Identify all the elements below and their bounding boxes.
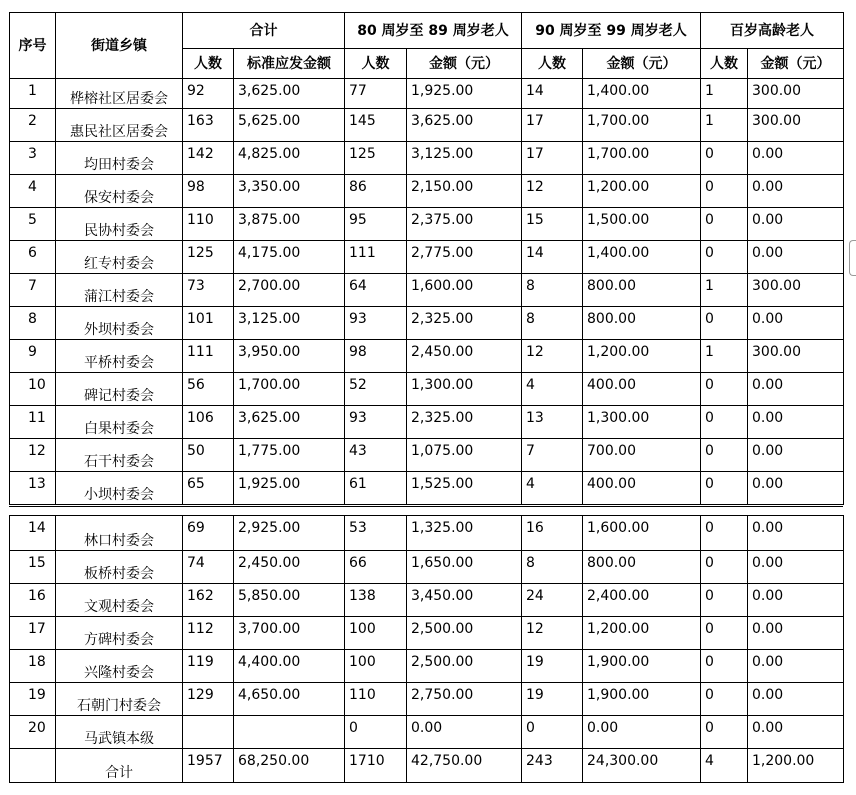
cell-ta: 4,400.00 [234,650,345,683]
cell-p90: 12 [522,617,583,650]
cell-p90: 16 [522,516,583,551]
cell-tp: 129 [183,683,234,716]
cell-p80: 145 [345,109,407,142]
cell-p100: 0 [701,175,748,208]
cell-a90: 1,400.00 [583,79,701,109]
cell-a80: 3,450.00 [407,584,522,617]
cell-seq: 16 [10,584,56,617]
cell-a100: 0.00 [748,175,844,208]
cell-seq: 5 [10,208,56,241]
cell-ta: 3,350.00 [234,175,345,208]
cell-a90: 1,900.00 [583,650,701,683]
table-row [10,617,844,650]
cell-p90: 12 [522,340,583,373]
cell-p90: 24 [522,584,583,617]
table-row [10,274,844,307]
cell-ta: 3,700.00 [234,617,345,650]
cell-p90: 13 [522,406,583,439]
cell-p80: 52 [345,373,407,406]
table-row [10,516,844,551]
cell-p80: 86 [345,175,407,208]
cell-p80: 93 [345,307,407,340]
cell-p90: 4 [522,472,583,505]
cell-seq: 6 [10,241,56,274]
cell-name: 文观村委会 [56,584,183,617]
cell-a90: 1,900.00 [583,683,701,716]
cell-ta: 1,775.00 [234,439,345,472]
cell-p100: 0 [701,142,748,175]
cell-p100: 0 [701,472,748,505]
cell-seq: 12 [10,439,56,472]
cell-a80: 1,075.00 [407,439,522,472]
cell-ta: 3,950.00 [234,340,345,373]
cell-tp [183,716,234,749]
cell-p90: 4 [522,373,583,406]
cell-name: 蒲江村委会 [56,274,183,307]
cell-p80: 100 [345,650,407,683]
header-100-amount: 金额（元） [748,49,844,79]
header-total-people: 人数 [183,49,234,79]
cell-p90: 12 [522,175,583,208]
cell-seq: 19 [10,683,56,716]
cell-p80: 95 [345,208,407,241]
subsidy-table-bottom [9,515,844,783]
cell-p100: 0 [701,307,748,340]
cell-a90: 1,600.00 [583,516,701,551]
total-p80: 1710 [345,749,407,783]
cell-a80: 2,150.00 [407,175,522,208]
header-total-amount: 标准应发金额 [234,49,345,79]
cell-p100: 1 [701,79,748,109]
cell-p80: 125 [345,142,407,175]
cell-p100: 0 [701,406,748,439]
table-row [10,307,844,340]
cell-tp: 56 [183,373,234,406]
cell-a80: 2,325.00 [407,406,522,439]
total-ta: 68,250.00 [234,749,345,783]
header-80-amount: 金额（元） [407,49,522,79]
cell-ta [234,716,345,749]
cell-p80: 110 [345,683,407,716]
cell-seq: 7 [10,274,56,307]
table-row [10,208,844,241]
table-row [10,716,844,749]
cell-a100: 300.00 [748,274,844,307]
cell-name: 保安村委会 [56,175,183,208]
header-90-amount: 金额（元） [583,49,701,79]
cell-a100: 300.00 [748,109,844,142]
cell-a90: 800.00 [583,274,701,307]
cell-a100: 0.00 [748,683,844,716]
cell-tp: 74 [183,551,234,584]
cell-tp: 163 [183,109,234,142]
cell-a100: 0.00 [748,406,844,439]
cell-a100: 0.00 [748,617,844,650]
cell-name: 红专村委会 [56,241,183,274]
cell-name: 平桥村委会 [56,340,183,373]
cell-tp: 69 [183,516,234,551]
cell-a90: 1,700.00 [583,142,701,175]
table-row [10,109,844,142]
cell-a80: 1,650.00 [407,551,522,584]
cell-p90: 14 [522,241,583,274]
cell-tp: 142 [183,142,234,175]
cell-tp: 110 [183,208,234,241]
cell-p80: 61 [345,472,407,505]
cell-a80: 3,125.00 [407,142,522,175]
cell-a100: 0.00 [748,307,844,340]
cell-a90: 1,200.00 [583,175,701,208]
cell-a100: 0.00 [748,142,844,175]
cell-p90: 17 [522,142,583,175]
total-p100: 4 [701,749,748,783]
cell-tp: 111 [183,340,234,373]
cell-name: 白果村委会 [56,406,183,439]
cell-p90: 19 [522,650,583,683]
cell-a80: 2,775.00 [407,241,522,274]
total-tp: 1957 [183,749,234,783]
cell-p80: 66 [345,551,407,584]
cell-a100: 0.00 [748,373,844,406]
table-row [10,683,844,716]
cell-ta: 4,175.00 [234,241,345,274]
cell-seq: 11 [10,406,56,439]
cell-a90: 1,500.00 [583,208,701,241]
total-row [10,749,844,783]
cell-p100: 0 [701,617,748,650]
cell-seq: 15 [10,551,56,584]
header-90-people: 人数 [522,49,583,79]
cell-p100: 0 [701,716,748,749]
table-row [10,406,844,439]
cell-p100: 0 [701,584,748,617]
cell-a90: 800.00 [583,307,701,340]
cell-name: 兴隆村委会 [56,650,183,683]
cell-p100: 1 [701,274,748,307]
cell-p80: 98 [345,340,407,373]
table-row [10,79,844,109]
cell-tp: 112 [183,617,234,650]
cell-a90: 1,300.00 [583,406,701,439]
cell-a80: 1,300.00 [407,373,522,406]
cell-ta: 2,450.00 [234,551,345,584]
cell-ta: 3,625.00 [234,406,345,439]
cell-p80: 77 [345,79,407,109]
table-row [10,340,844,373]
cell-ta: 4,825.00 [234,142,345,175]
cell-seq: 17 [10,617,56,650]
cell-a90: 2,400.00 [583,584,701,617]
cell-tp: 98 [183,175,234,208]
cell-seq: 1 [10,79,56,109]
cell-name: 方碑村委会 [56,617,183,650]
side-scroll-handle[interactable] [849,240,856,276]
header-group-80-89: 80 周岁至 89 周岁老人 [345,13,522,49]
cell-ta: 1,700.00 [234,373,345,406]
cell-name: 板桥村委会 [56,551,183,584]
table-row [10,439,844,472]
cell-p80: 93 [345,406,407,439]
cell-a90: 1,400.00 [583,241,701,274]
cell-name: 碑记村委会 [56,373,183,406]
cell-p90: 17 [522,109,583,142]
cell-tp: 125 [183,241,234,274]
cell-p80: 43 [345,439,407,472]
total-a100: 1,200.00 [748,749,844,783]
cell-name: 外坝村委会 [56,307,183,340]
table-row [10,584,844,617]
cell-name: 林口村委会 [56,516,183,551]
cell-p100: 0 [701,516,748,551]
cell-p100: 1 [701,340,748,373]
cell-ta: 5,850.00 [234,584,345,617]
page-break-line [9,506,843,507]
cell-p100: 0 [701,551,748,584]
cell-a100: 0.00 [748,716,844,749]
header-80-people: 人数 [345,49,407,79]
cell-name: 马武镇本级 [56,716,183,749]
table-row [10,241,844,274]
cell-seq: 4 [10,175,56,208]
cell-a90: 0.00 [583,716,701,749]
cell-tp: 162 [183,584,234,617]
cell-a100: 300.00 [748,340,844,373]
cell-p90: 19 [522,683,583,716]
cell-tp: 119 [183,650,234,683]
cell-name: 均田村委会 [56,142,183,175]
cell-a80: 2,500.00 [407,617,522,650]
cell-a80: 0.00 [407,716,522,749]
cell-p80: 64 [345,274,407,307]
cell-a80: 2,750.00 [407,683,522,716]
cell-seq: 2 [10,109,56,142]
cell-a100: 0.00 [748,439,844,472]
cell-ta: 2,925.00 [234,516,345,551]
cell-a80: 2,325.00 [407,307,522,340]
cell-tp: 92 [183,79,234,109]
cell-p100: 0 [701,373,748,406]
cell-seq: 10 [10,373,56,406]
cell-seq: 8 [10,307,56,340]
cell-seq: 18 [10,650,56,683]
cell-a100: 0.00 [748,650,844,683]
cell-tp: 65 [183,472,234,505]
cell-p90: 0 [522,716,583,749]
cell-p90: 8 [522,307,583,340]
cell-a80: 1,925.00 [407,79,522,109]
cell-name: 惠民社区居委会 [56,109,183,142]
cell-a80: 2,450.00 [407,340,522,373]
table-row [10,650,844,683]
total-p90: 243 [522,749,583,783]
cell-ta: 3,125.00 [234,307,345,340]
header-group-100: 百岁高龄老人 [701,13,844,49]
total-seq [10,749,56,783]
cell-a100: 0.00 [748,584,844,617]
cell-p80: 100 [345,617,407,650]
cell-tp: 50 [183,439,234,472]
subsidy-table-top [9,12,844,505]
cell-p90: 7 [522,439,583,472]
total-a80: 42,750.00 [407,749,522,783]
cell-a100: 0.00 [748,241,844,274]
cell-a90: 1,200.00 [583,340,701,373]
cell-a80: 3,625.00 [407,109,522,142]
header-total: 合计 [183,13,345,49]
cell-seq: 14 [10,516,56,551]
cell-p80: 138 [345,584,407,617]
cell-ta: 3,875.00 [234,208,345,241]
header-town: 街道乡镇 [56,13,183,79]
header-group-90-99: 90 周岁至 99 周岁老人 [522,13,701,49]
total-name: 合计 [56,749,183,783]
cell-ta: 2,700.00 [234,274,345,307]
cell-name: 石干村委会 [56,439,183,472]
cell-a100: 0.00 [748,551,844,584]
cell-p100: 0 [701,208,748,241]
total-a90: 24,300.00 [583,749,701,783]
cell-a80: 1,525.00 [407,472,522,505]
cell-a80: 2,500.00 [407,650,522,683]
cell-p100: 0 [701,683,748,716]
cell-p100: 0 [701,439,748,472]
cell-a90: 1,700.00 [583,109,701,142]
cell-seq: 9 [10,340,56,373]
cell-p80: 53 [345,516,407,551]
cell-ta: 4,650.00 [234,683,345,716]
cell-p100: 0 [701,241,748,274]
cell-a90: 400.00 [583,373,701,406]
cell-p100: 0 [701,650,748,683]
cell-a100: 0.00 [748,516,844,551]
cell-name: 民协村委会 [56,208,183,241]
cell-ta: 3,625.00 [234,79,345,109]
cell-a90: 1,200.00 [583,617,701,650]
cell-a90: 700.00 [583,439,701,472]
cell-seq: 13 [10,472,56,505]
cell-p90: 14 [522,79,583,109]
cell-a90: 400.00 [583,472,701,505]
cell-p80: 0 [345,716,407,749]
cell-a100: 0.00 [748,472,844,505]
table-row [10,373,844,406]
cell-tp: 101 [183,307,234,340]
cell-seq: 20 [10,716,56,749]
header-100-people: 人数 [701,49,748,79]
table-row [10,551,844,584]
cell-p80: 111 [345,241,407,274]
cell-tp: 73 [183,274,234,307]
cell-a90: 800.00 [583,551,701,584]
cell-seq: 3 [10,142,56,175]
cell-name: 桦榕社区居委会 [56,79,183,109]
cell-name: 石朝门村委会 [56,683,183,716]
cell-a80: 1,600.00 [407,274,522,307]
cell-a100: 0.00 [748,208,844,241]
cell-name: 小坝村委会 [56,472,183,505]
cell-a80: 2,375.00 [407,208,522,241]
cell-p90: 8 [522,274,583,307]
cell-p90: 8 [522,551,583,584]
cell-ta: 5,625.00 [234,109,345,142]
table-row [10,175,844,208]
cell-tp: 106 [183,406,234,439]
cell-a80: 1,325.00 [407,516,522,551]
cell-a100: 300.00 [748,79,844,109]
cell-p100: 1 [701,109,748,142]
cell-p90: 15 [522,208,583,241]
header-seq: 序号 [10,13,56,79]
table-row [10,142,844,175]
cell-ta: 1,925.00 [234,472,345,505]
table-row [10,472,844,505]
